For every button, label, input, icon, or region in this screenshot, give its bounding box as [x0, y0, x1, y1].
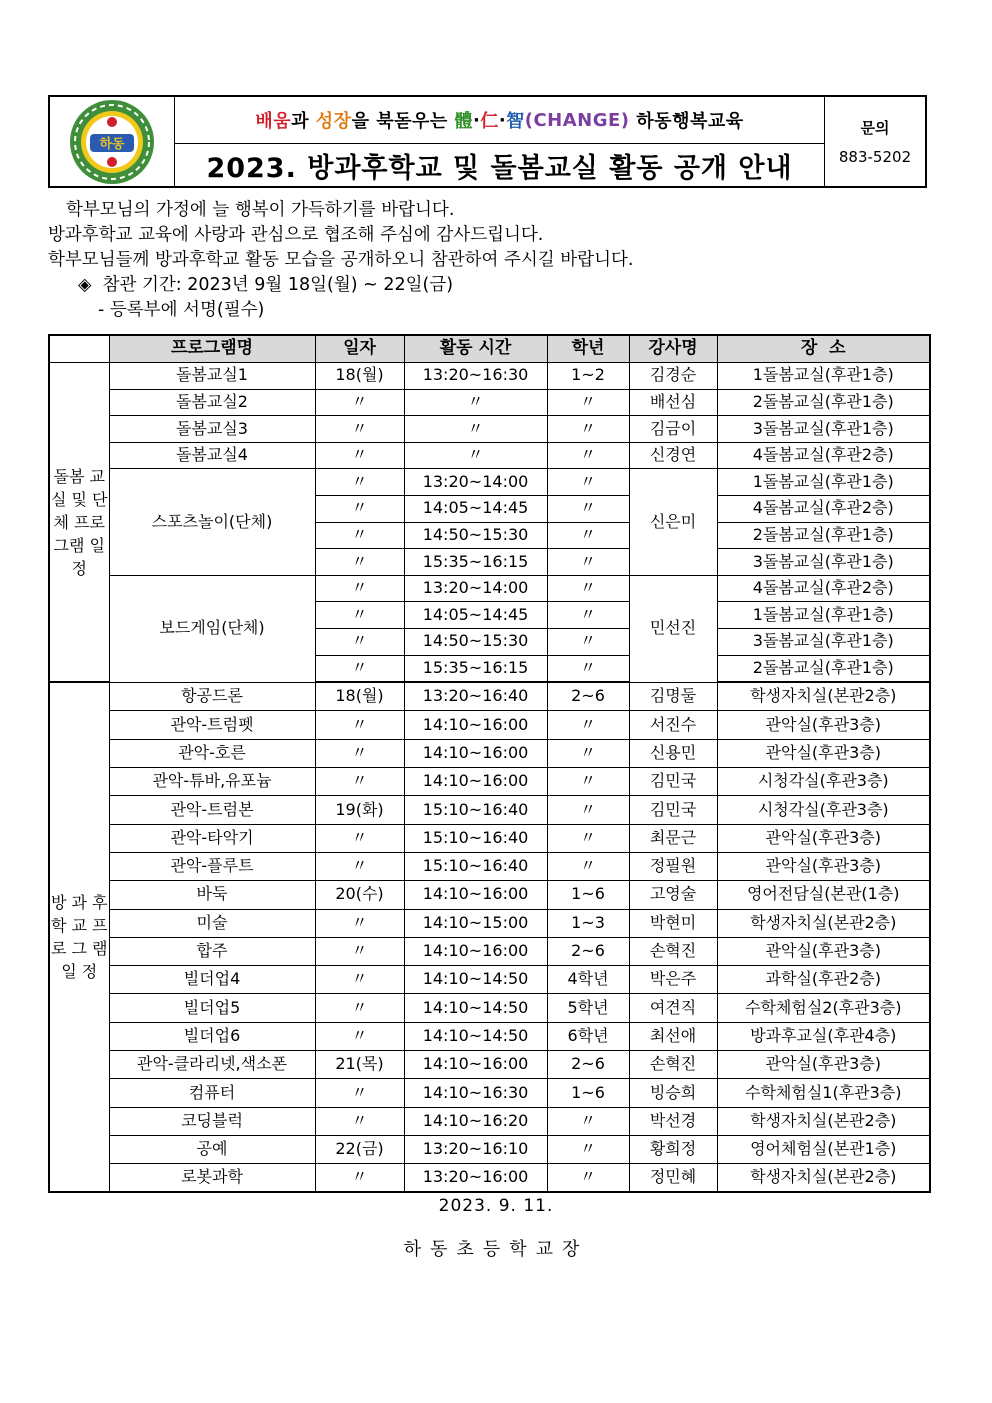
cell-date: 〃: [315, 994, 404, 1022]
table-row: [49, 796, 930, 824]
cell-time: 13:20~16:30: [404, 363, 547, 390]
page-title: 2023. 방과후학교 및 돌봄교실 활동 공개 안내: [206, 152, 793, 184]
table-row: [49, 1079, 930, 1107]
cell-place: 영어전담실(본관(1층): [717, 881, 930, 909]
cell-date: 〃: [315, 711, 404, 739]
cell-date: 22(금): [315, 1135, 404, 1163]
section-label-afterschool: 방 과 후 학 교 프 로 그 램 일 정: [49, 682, 109, 1192]
table-row: [49, 469, 930, 496]
cell-time: 14:50~15:30: [404, 522, 547, 549]
cell-place: 영어체험실(본관1층): [717, 1135, 930, 1163]
table-row: [49, 575, 930, 602]
cell-teacher-group: 민선진: [629, 575, 717, 682]
cell-grade: 〃: [547, 1107, 629, 1135]
cell-place: 1돌봄교실(후관1층): [717, 602, 930, 629]
cell-program: 돌봄교실2: [109, 389, 315, 416]
cell-time: 14:10~15:00: [404, 909, 547, 937]
cell-teacher: 김민국: [629, 796, 717, 824]
diamond-bullet-icon: ◈: [78, 275, 92, 295]
contact-box: [825, 97, 925, 186]
cell-time: 14:10~16:00: [404, 711, 547, 739]
cell-place: 시청각실(후관3층): [717, 768, 930, 796]
cell-place: 수학체험실1(후관3층): [717, 1079, 930, 1107]
cell-place: 1돌봄교실(후관1층): [717, 363, 930, 390]
cell-time: 13:20~16:00: [404, 1164, 547, 1193]
slogan: [175, 97, 824, 144]
header-blank: [49, 335, 109, 363]
table-row: [49, 1164, 930, 1193]
cell-place: 학생자치실(본관2층): [717, 1164, 930, 1193]
cell-program: 관악-타악기: [109, 824, 315, 852]
cell-grade: 〃: [547, 522, 629, 549]
cell-time: 13:20~16:10: [404, 1135, 547, 1163]
cell-place: 수학체험실2(후관3층): [717, 994, 930, 1022]
cell-program: 관악-클라리넷,색소폰: [109, 1050, 315, 1078]
cell-place: 관악실(후관3층): [717, 711, 930, 739]
cell-program: 관악-호른: [109, 739, 315, 767]
cell-program: 합주: [109, 937, 315, 965]
cell-place: 관악실(후관3층): [717, 739, 930, 767]
table-row: [49, 711, 930, 739]
table-row: [49, 994, 930, 1022]
cell-program-group: 보드게임(단체): [109, 575, 315, 682]
cell-grade: 〃: [547, 495, 629, 522]
cell-place: 4돌봄교실(후관2층): [717, 575, 930, 602]
cell-time: 14:10~16:00: [404, 768, 547, 796]
table-row: [49, 1022, 930, 1050]
cell-teacher: 신경연: [629, 442, 717, 469]
cell-program-group: 스포츠놀이(단체): [109, 469, 315, 575]
cell-program: 관악-튜바,유포늄: [109, 768, 315, 796]
cell-date: 〃: [315, 739, 404, 767]
cell-grade: 〃: [547, 768, 629, 796]
cell-time: 15:35~16:15: [404, 549, 547, 576]
cell-program: 돌봄교실1: [109, 363, 315, 390]
col-place: 장 소: [717, 335, 930, 363]
cell-time: 14:10~16:30: [404, 1079, 547, 1107]
cell-grade: 〃: [547, 389, 629, 416]
cell-teacher: 손혁진: [629, 937, 717, 965]
cell-time: 14:10~16:00: [404, 739, 547, 767]
cell-date: 〃: [315, 628, 404, 655]
cell-grade: 1~6: [547, 881, 629, 909]
cell-date: 〃: [315, 1164, 404, 1193]
contact-label: 문의: [860, 119, 890, 137]
table-row: [49, 881, 930, 909]
intro-text: [48, 198, 948, 323]
visit-period-text: 참관 기간: 2023년 9월 18일(월) ~ 22일(금): [102, 275, 454, 295]
table-row: [49, 824, 930, 852]
cell-grade: 〃: [547, 628, 629, 655]
cell-date: 〃: [315, 442, 404, 469]
cell-place: 3돌봄교실(후관1층): [717, 628, 930, 655]
cell-date: 〃: [315, 909, 404, 937]
table-row: [49, 1050, 930, 1078]
cell-teacher: 박현미: [629, 909, 717, 937]
table-row: [49, 768, 930, 796]
cell-time: 13:20~14:00: [404, 469, 547, 496]
intro-line-1: 학부모님의 가정에 늘 행복이 가득하기를 바랍니다.: [66, 200, 455, 220]
slogan-segment: 배움: [255, 111, 292, 132]
cell-teacher: 정필원: [629, 852, 717, 880]
cell-grade: 〃: [547, 824, 629, 852]
cell-place: 방과후교실(후관4층): [717, 1022, 930, 1050]
cell-program: 관악-플루트: [109, 852, 315, 880]
cell-time: 13:20~16:40: [404, 682, 547, 711]
cell-time: 13:20~14:00: [404, 575, 547, 602]
cell-place: 1돌봄교실(후관1층): [717, 469, 930, 496]
cell-time: 14:05~14:45: [404, 495, 547, 522]
sign-note: - 등록부에 서명(필수): [98, 300, 265, 320]
cell-date: 〃: [315, 966, 404, 994]
table-row: [49, 389, 930, 416]
cell-time: 14:10~14:50: [404, 994, 547, 1022]
cell-place: 2돌봄교실(후관1층): [717, 389, 930, 416]
cell-teacher: 김민국: [629, 768, 717, 796]
cell-time: 14:10~14:50: [404, 1022, 547, 1050]
slogan-segment: 하동행복교육: [629, 111, 744, 132]
cell-program: 빌더업4: [109, 966, 315, 994]
cell-grade: 6학년: [547, 1022, 629, 1050]
cell-time: 15:10~16:40: [404, 796, 547, 824]
table-row: [49, 1135, 930, 1163]
table-row: [49, 739, 930, 767]
cell-time: 15:35~16:15: [404, 655, 547, 682]
cell-time: 〃: [404, 442, 547, 469]
cell-teacher: 박선경: [629, 1107, 717, 1135]
slogan-segment: 과: [291, 111, 316, 132]
cell-place: 관악실(후관3층): [717, 1050, 930, 1078]
cell-teacher: 빙승희: [629, 1079, 717, 1107]
cell-date: 〃: [315, 575, 404, 602]
cell-place: 학생자치실(본관2층): [717, 909, 930, 937]
cell-time: 14:10~16:00: [404, 937, 547, 965]
principal-signature: 하동초등학교장: [403, 1239, 589, 1260]
cell-teacher: 정민혜: [629, 1164, 717, 1193]
cell-teacher: 황희정: [629, 1135, 717, 1163]
cell-teacher: 김경순: [629, 363, 717, 390]
cell-place: 관악실(후관3층): [717, 824, 930, 852]
cell-program: 컴퓨터: [109, 1079, 315, 1107]
visit-period: [48, 273, 948, 298]
cell-grade: 〃: [547, 852, 629, 880]
cell-time: 14:10~16:00: [404, 1050, 547, 1078]
issue-date: 2023. 9. 11.: [438, 1196, 554, 1216]
slogan-segment: 을 북돋우는: [351, 111, 455, 132]
cell-date: 〃: [315, 602, 404, 629]
cell-grade: 〃: [547, 469, 629, 496]
cell-grade: 〃: [547, 1135, 629, 1163]
cell-program: 공예: [109, 1135, 315, 1163]
table-row: [49, 363, 930, 390]
slogan-segment: 성장: [315, 111, 352, 132]
cell-date: 〃: [315, 852, 404, 880]
cell-date: 〃: [315, 522, 404, 549]
cell-grade: 〃: [547, 655, 629, 682]
table-header-row: [49, 335, 930, 363]
cell-teacher: 김금이: [629, 416, 717, 443]
cell-grade: 1~3: [547, 909, 629, 937]
table-row: [49, 966, 930, 994]
contact-phone: 883-5202: [838, 148, 912, 166]
cell-date: 〃: [315, 495, 404, 522]
cell-teacher: 배선심: [629, 389, 717, 416]
slogan-segment: ·: [473, 109, 481, 131]
col-program: 프로그램명: [109, 335, 315, 363]
cell-grade: 〃: [547, 711, 629, 739]
cell-time: 15:10~16:40: [404, 852, 547, 880]
cell-time: 〃: [404, 416, 547, 443]
section-label-care: 돌봄 교실 및 단체 프로 그램 일정: [49, 363, 109, 683]
cell-time: 14:10~14:50: [404, 966, 547, 994]
cell-date: 〃: [315, 937, 404, 965]
cell-grade: 〃: [547, 442, 629, 469]
cell-program: 관악-트럼본: [109, 796, 315, 824]
logo-text: 하동: [99, 136, 125, 152]
slogan-segment: 仁: [480, 111, 499, 132]
cell-date: 〃: [315, 1079, 404, 1107]
cell-place: 관악실(후관3층): [717, 852, 930, 880]
cell-grade: 1~2: [547, 363, 629, 390]
col-time: 활동 시간: [404, 335, 547, 363]
cell-date: 21(목): [315, 1050, 404, 1078]
cell-program: 로봇과학: [109, 1164, 315, 1193]
cell-date: 19(화): [315, 796, 404, 824]
cell-teacher: 최선애: [629, 1022, 717, 1050]
cell-teacher: 고영술: [629, 881, 717, 909]
slogan-segment: (CHANGE): [524, 109, 630, 131]
cell-program: 빌더업6: [109, 1022, 315, 1050]
cell-time: 15:10~16:40: [404, 824, 547, 852]
cell-place: 4돌봄교실(후관2층): [717, 442, 930, 469]
cell-time: 14:10~16:20: [404, 1107, 547, 1135]
cell-grade: 2~6: [547, 1050, 629, 1078]
cell-grade: 〃: [547, 796, 629, 824]
cell-grade: 〃: [547, 739, 629, 767]
cell-grade: 2~6: [547, 937, 629, 965]
slogan-segment: 體: [454, 111, 474, 132]
cell-date: 20(수): [315, 881, 404, 909]
cell-time: 14:05~14:45: [404, 602, 547, 629]
cell-teacher-group: 신은미: [629, 469, 717, 575]
header-box: [48, 95, 927, 188]
cell-grade: 〃: [547, 1164, 629, 1193]
slogan-segment: 智: [506, 111, 525, 132]
cell-grade: 2~6: [547, 682, 629, 711]
cell-grade: 1~6: [547, 1079, 629, 1107]
cell-teacher: 김명둘: [629, 682, 717, 711]
cell-grade: 〃: [547, 602, 629, 629]
cell-program: 관악-트럼펫: [109, 711, 315, 739]
table-row: [49, 937, 930, 965]
cell-place: 3돌봄교실(후관1층): [717, 416, 930, 443]
cell-time: 〃: [404, 389, 547, 416]
cell-program: 돌봄교실3: [109, 416, 315, 443]
cell-date: 〃: [315, 768, 404, 796]
table-row: [49, 416, 930, 443]
cell-place: 관악실(후관3층): [717, 937, 930, 965]
intro-line-2: 방과후학교 교육에 사랑과 관심으로 협조해 주심에 감사드립니다.: [48, 225, 544, 245]
table-row: [49, 1107, 930, 1135]
cell-teacher: 최문근: [629, 824, 717, 852]
cell-place: 학생자치실(본관2층): [717, 1107, 930, 1135]
slogan-segment: ·: [498, 109, 507, 131]
cell-grade: 〃: [547, 549, 629, 576]
cell-program: 빌더업5: [109, 994, 315, 1022]
cell-grade: 〃: [547, 575, 629, 602]
cell-teacher: 손혁진: [629, 1050, 717, 1078]
cell-place: 3돌봄교실(후관1층): [717, 549, 930, 576]
cell-time: 14:50~15:30: [404, 628, 547, 655]
cell-teacher: 박은주: [629, 966, 717, 994]
cell-date: 〃: [315, 824, 404, 852]
cell-date: 〃: [315, 416, 404, 443]
cell-teacher: 여견직: [629, 994, 717, 1022]
cell-program: 바둑: [109, 881, 315, 909]
school-emblem-icon: [64, 98, 160, 186]
cell-place: 시청각실(후관3층): [717, 796, 930, 824]
col-grade: 학년: [547, 335, 629, 363]
cell-grade: 5학년: [547, 994, 629, 1022]
cell-place: 2돌봄교실(후관1층): [717, 522, 930, 549]
cell-place: 학생자치실(본관2층): [717, 682, 930, 711]
cell-program: 돌봄교실4: [109, 442, 315, 469]
cell-program: 미술: [109, 909, 315, 937]
cell-time: 14:10~16:00: [404, 881, 547, 909]
cell-date: 18(월): [315, 363, 404, 390]
schedule-table: [48, 334, 931, 1193]
col-teacher: 강사명: [629, 335, 717, 363]
table-row: [49, 442, 930, 469]
cell-date: 〃: [315, 1107, 404, 1135]
cell-date: 18(월): [315, 682, 404, 711]
col-date: 일자: [315, 335, 404, 363]
cell-date: 〃: [315, 549, 404, 576]
cell-program: 항공드론: [109, 682, 315, 711]
cell-program: 코딩블럭: [109, 1107, 315, 1135]
school-logo: [50, 97, 175, 186]
cell-date: 〃: [315, 469, 404, 496]
cell-teacher: 신용민: [629, 739, 717, 767]
table-row: [49, 852, 930, 880]
table-row: [49, 682, 930, 711]
cell-date: 〃: [315, 655, 404, 682]
cell-place: 과학실(후관2층): [717, 966, 930, 994]
cell-date: 〃: [315, 389, 404, 416]
cell-place: 4돌봄교실(후관2층): [717, 495, 930, 522]
table-row: [49, 909, 930, 937]
intro-line-3: 학부모님들께 방과후학교 활동 모습을 공개하오니 참관하여 주시길 바랍니다.: [48, 250, 634, 270]
cell-date: 〃: [315, 1022, 404, 1050]
cell-place: 2돌봄교실(후관1층): [717, 655, 930, 682]
cell-teacher: 서진수: [629, 711, 717, 739]
cell-grade: 4학년: [547, 966, 629, 994]
cell-grade: 〃: [547, 416, 629, 443]
